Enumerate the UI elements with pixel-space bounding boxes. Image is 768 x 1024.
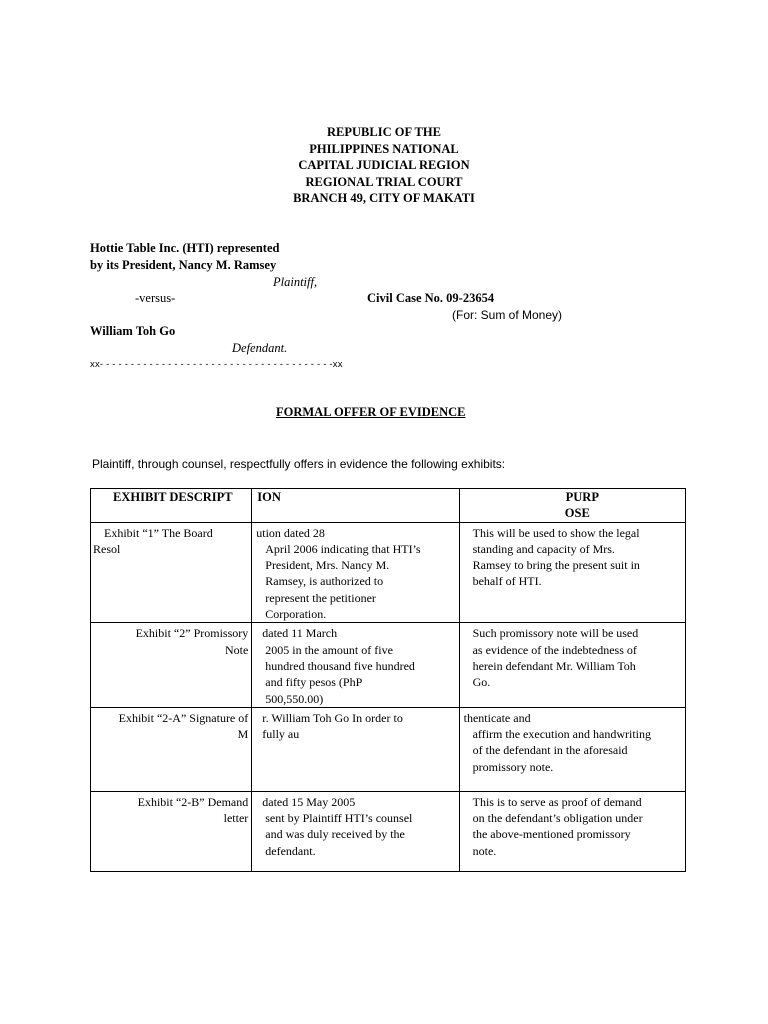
intro-paragraph: Plaintiff, through counsel, respectfully offers in evidence the following exhibits:: [92, 457, 506, 471]
exhibit-line: Exhibit “2-B” Demand: [137, 794, 249, 809]
description-line: April 2006 indicating that HTI’s: [265, 541, 421, 556]
versus-label: -versus-: [135, 291, 176, 305]
header-exhibit: EXHIBIT DESCRIPT: [91, 489, 252, 523]
description-cell: [252, 623, 459, 707]
plaintiff-name-line-1: Hottie Table Inc. (HTI) represented: [90, 241, 280, 255]
description-cell: [252, 791, 459, 871]
header-purpose-line-1: PURP: [565, 490, 599, 504]
description-line: and fifty pesos (PhP: [265, 675, 363, 690]
purpose-line: This is to serve as proof of demand: [472, 794, 642, 809]
purpose-line: affirm the execution and handwriting: [472, 727, 651, 742]
exhibit-line: letter: [223, 811, 249, 826]
exhibit-cell: [91, 623, 252, 707]
exhibit-line: Exhibit “2-A” Signature of: [118, 710, 249, 725]
exhibit-cell: [91, 707, 252, 791]
exhibit-cell: [91, 522, 252, 623]
purpose-line: This will be used to show the legal: [472, 525, 640, 540]
court-line-2: PHILIPPINES NATIONAL: [309, 141, 459, 156]
description-line: 2005 in the amount of five: [265, 642, 393, 657]
description-line: hundred thousand five hundred: [265, 658, 415, 673]
table-row: [91, 623, 686, 707]
purpose-line: standing and capacity of Mrs.: [472, 541, 615, 556]
exhibit-line: Resol: [93, 541, 121, 556]
header-purpose: [459, 489, 685, 523]
description-cell: [252, 707, 459, 791]
plaintiff-name-line-2: by its President, Nancy M. Ramsey: [90, 258, 277, 272]
description-line: and was duly received by the: [265, 827, 405, 842]
purpose-line: on the defendant’s obligation under: [472, 811, 643, 826]
header-purpose-line-2: OSE: [564, 506, 590, 521]
exhibit-line: Exhibit “2” Promissory: [135, 626, 249, 641]
exhibit-cell: [91, 791, 252, 871]
purpose-line: herein defendant Mr. William Toh: [472, 658, 636, 673]
table-header-row: [91, 489, 686, 523]
court-line-3: CAPITAL JUDICIAL REGION: [298, 158, 470, 172]
purpose-cell: [459, 522, 685, 623]
purpose-line: as evidence of the indebtedness of: [472, 642, 637, 657]
purpose-line: Such promissory note will be used: [472, 626, 639, 641]
caption-separator: xx- - - - - - - - - - - - - - - - - - - - - - - - - - - - - - - - - - - - - -xx: [90, 359, 343, 370]
plaintiff-role: Plaintiff,: [273, 275, 318, 289]
description-line: represent the petitioner: [265, 590, 376, 605]
purpose-line: note.: [472, 843, 497, 858]
purpose-cell: [459, 707, 685, 791]
case-nature: (For: Sum of Money): [452, 308, 563, 322]
case-number: Civil Case No. 09-23654: [367, 291, 495, 305]
purpose-line: the above-mentioned promissory: [472, 827, 631, 842]
document-title: FORMAL OFFER OF EVIDENCE: [276, 405, 466, 419]
description-line: Corporation.: [265, 607, 327, 622]
description-line: ution dated 28: [256, 525, 325, 540]
description-line: President, Mrs. Nancy M.: [265, 558, 390, 573]
purpose-line: behalf of HTI.: [472, 574, 542, 589]
exhibits-table: [90, 488, 686, 872]
description-line: dated 11 March: [262, 626, 338, 641]
exhibit-line: Exhibit “1” The Board: [104, 525, 213, 540]
purpose-line: Go.: [472, 675, 491, 690]
defendant-name: William Toh Go: [90, 324, 176, 338]
description-line: dated 15 May 2005: [262, 794, 356, 809]
description-line: 500,550.00): [265, 691, 324, 706]
table-row: [91, 522, 686, 623]
court-heading: [0, 124, 768, 207]
description-cell: [252, 522, 459, 623]
purpose-cell: [459, 623, 685, 707]
header-description: ION: [252, 489, 459, 523]
description-line: fully au: [262, 727, 300, 742]
defendant-role: Defendant.: [232, 341, 288, 355]
table-row: [91, 707, 686, 791]
purpose-cell: [459, 791, 685, 871]
description-line: r. William Toh Go In order to: [262, 710, 403, 725]
exhibit-line: M: [237, 727, 249, 742]
purpose-line: promissory note.: [472, 759, 554, 774]
purpose-line: of the defendant in the aforesaid: [472, 743, 628, 758]
exhibit-line: Note: [224, 642, 249, 657]
description-line: defendant.: [265, 843, 316, 858]
court-line-1: REPUBLIC OF THE: [327, 125, 441, 139]
description-line: Ramsey, is authorized to: [265, 574, 384, 589]
court-line-4: REGIONAL TRIAL COURT: [305, 174, 463, 189]
description-line: sent by Plaintiff HTI’s counsel: [265, 811, 413, 826]
purpose-line: thenticate and: [463, 710, 531, 725]
purpose-line: Ramsey to bring the present suit in: [472, 558, 640, 573]
court-line-5: BRANCH 49, CITY OF MAKATI: [293, 191, 475, 205]
table-row: [91, 791, 686, 871]
